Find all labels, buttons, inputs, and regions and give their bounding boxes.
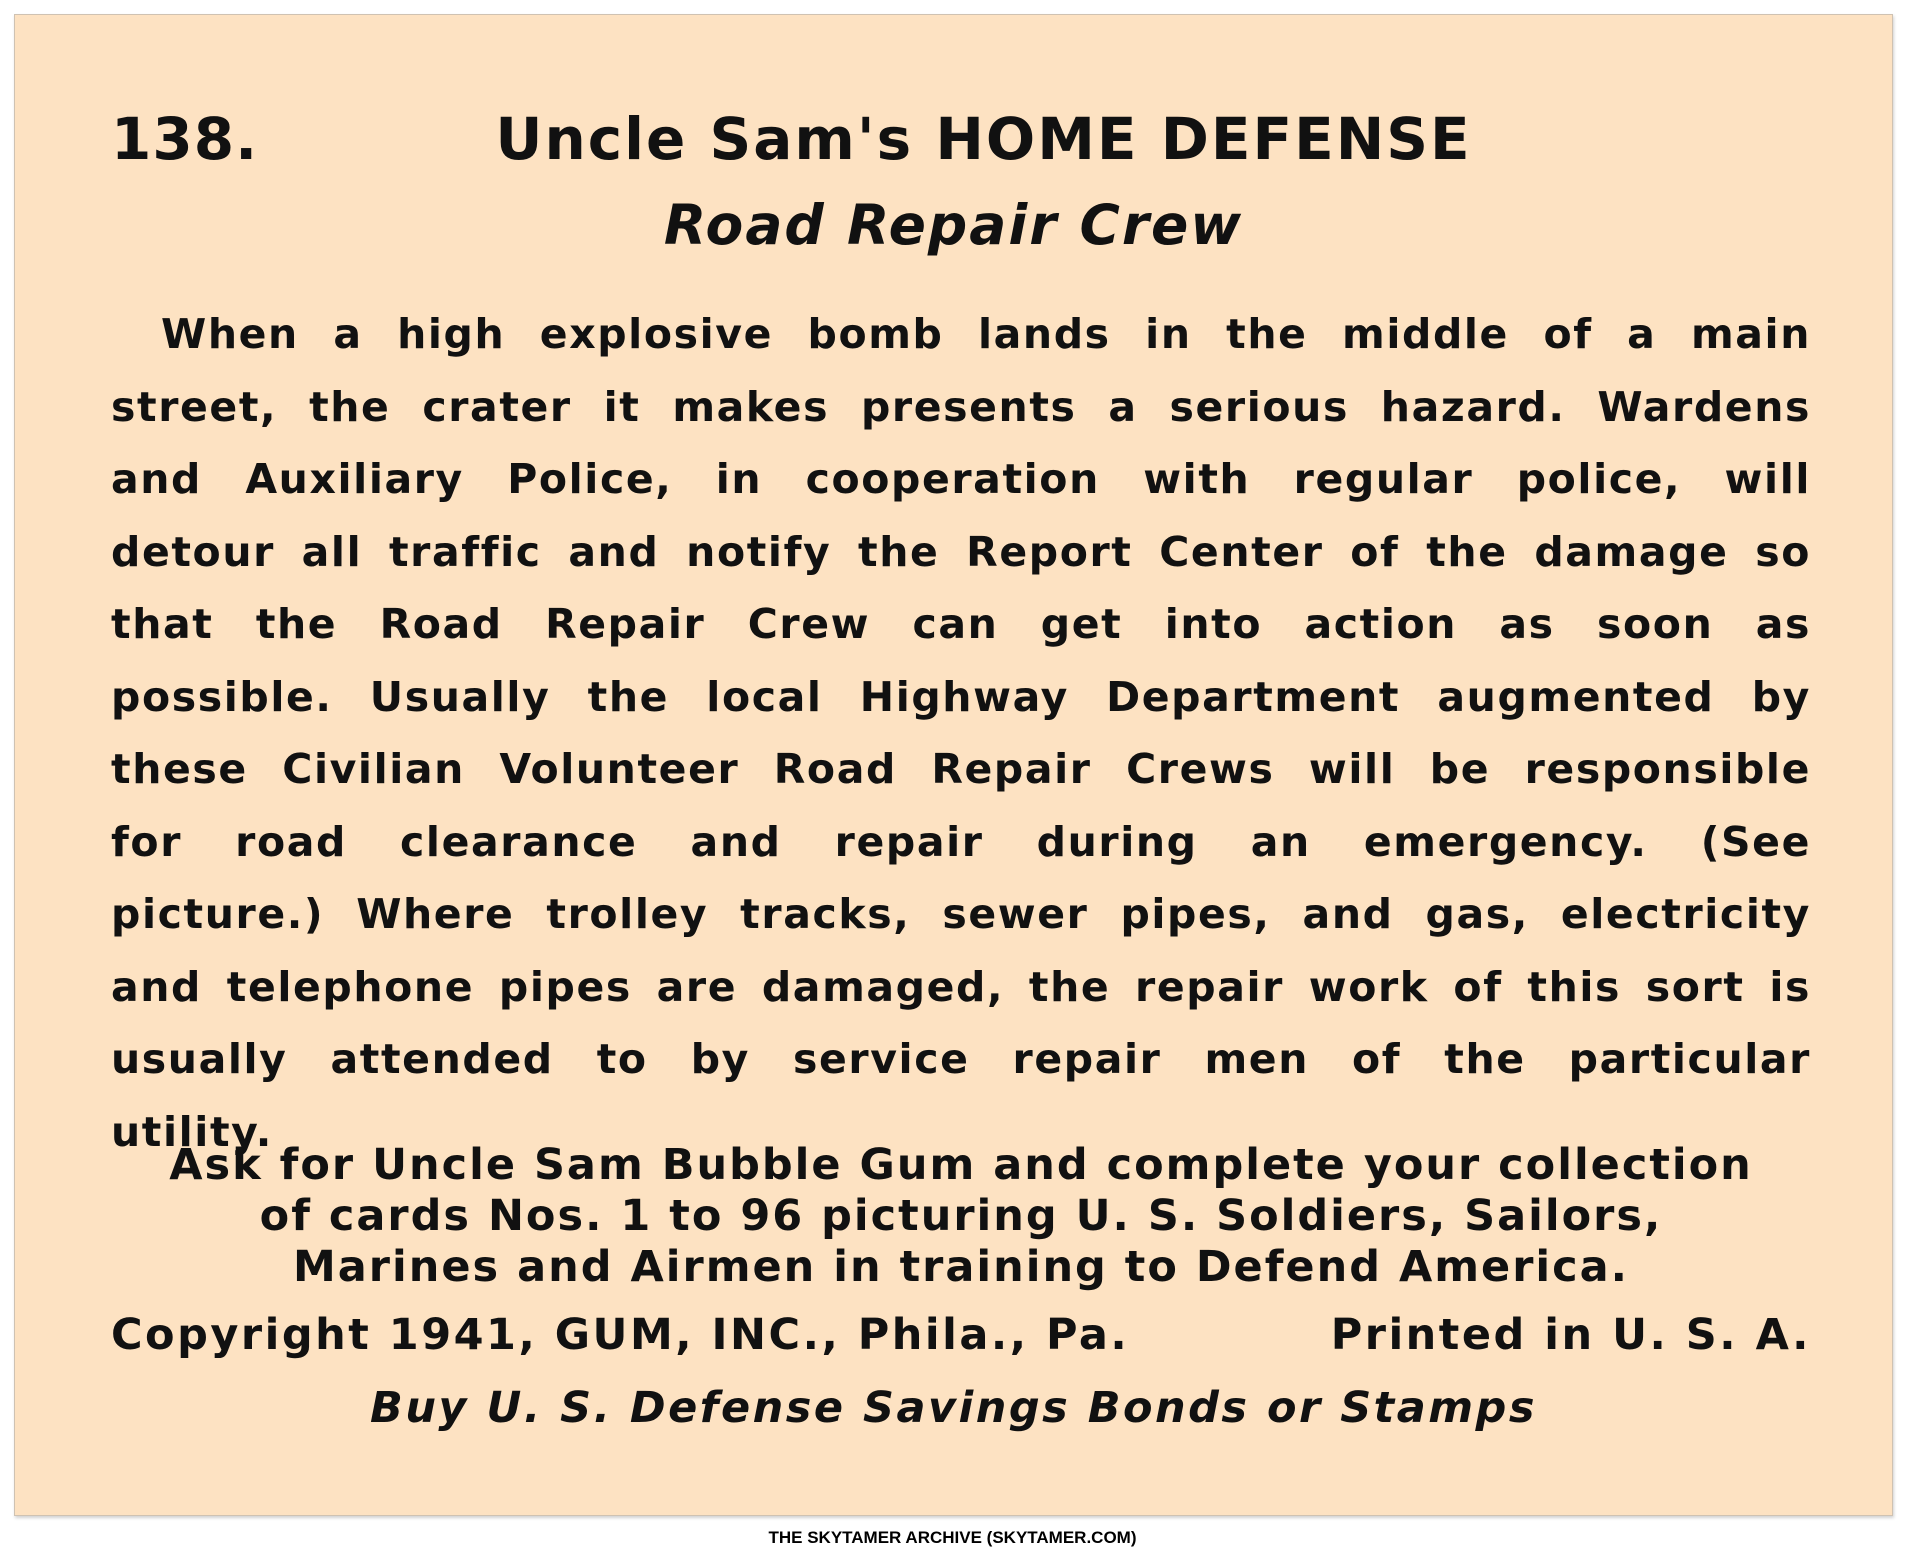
trading-card-back bbox=[14, 14, 1893, 1516]
promo-line: of cards Nos. 1 to 96 picturing U. S. Soldiers, Sailors, bbox=[259, 1191, 1663, 1241]
promo-line: Marines and Airmen in training to Defend America. bbox=[293, 1242, 1629, 1292]
card-title: Uncle Sam's HOME DEFENSE bbox=[495, 105, 1472, 173]
promo-line: Ask for Uncle Sam Bubble Gum and complete your collection bbox=[169, 1140, 1753, 1190]
archive-credit: THE SKYTAMER ARCHIVE (SKYTAMER.COM) bbox=[768, 1528, 1137, 1547]
promo-text bbox=[111, 1140, 1811, 1293]
defense-bonds-slogan: Buy U. S. Defense Savings Bonds or Stamps bbox=[370, 1383, 1537, 1433]
card-description: When a high explosive bomb lands in the middle of a main street, the crater it makes presents a serious hazard. Wardens and Auxiliary Police, in cooperation with regular police, will detour all traffic and notify the Report Center of the damage so that the Road Repair Crew can get into action as soon as possible. Usually the local Highway Department augmented by these Civilian Volunteer Road Repair Crews will be responsible for road clearance and repair during an emergency. (See picture.) Where trolley tracks, sewer pipes, and gas, electricity and telephone pipes are damaged, the repair work of this sort is usually attended to by service repair men of the particular utility. bbox=[111, 310, 1811, 1156]
card-subtitle: Road Repair Crew bbox=[663, 193, 1244, 257]
card-number: 138. bbox=[111, 105, 259, 173]
copyright-notice: Copyright 1941, GUM, INC., Phila., Pa. bbox=[111, 1310, 1130, 1360]
printed-in-notice: Printed in U. S. A. bbox=[1330, 1310, 1811, 1360]
